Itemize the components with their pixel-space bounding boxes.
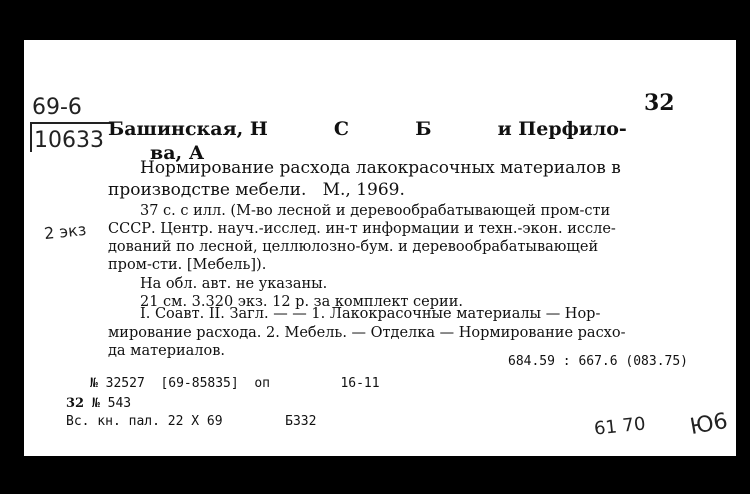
handwritten-shelf-mark-bottom: 10633 xyxy=(34,128,104,153)
description-line-2: СССР. Центр. науч.-исслед. ин-т информации и техн.-экон. иссле- xyxy=(108,221,616,237)
description-line-4: пром-сти. [Мебель]). xyxy=(108,257,267,273)
subject-line-1: I. Соавт. II. Загл. — — 1. Лакокрасочные материалы — Нор- xyxy=(140,306,601,322)
subject-line-3: да материалов. xyxy=(108,343,226,359)
title-line-2: производстве мебели. М., 1969. xyxy=(108,180,405,200)
bottom-scan-border xyxy=(0,456,750,494)
shelf-mark-underline xyxy=(30,122,112,124)
record-line-3: Вс. кн. пал. 22 X 69 Б332 xyxy=(66,414,317,429)
subject-line-2: мирование расхода. 2. Мебель. — Отделка — Нормирование расхо- xyxy=(108,325,626,341)
note-authors: На обл. авт. не указаны. xyxy=(140,276,328,292)
handwritten-copies-note: 2 экз xyxy=(43,219,88,244)
classification-number: 684.59 : 667.6 (083.75) xyxy=(508,354,689,369)
record-line-1: № 32527 [69-85835] оп 16-11 xyxy=(90,376,380,391)
shelf-mark-bracket xyxy=(30,122,32,152)
author-line-1: Башинская, Н С Б и Перфило- xyxy=(108,118,627,140)
top-scan-border xyxy=(0,0,750,42)
author-line-2: ва, А xyxy=(150,142,205,164)
note-physical: 21 см. 3.320 экз. 12 р. за комплект серии. xyxy=(140,294,463,310)
card-number: 32 xyxy=(644,90,675,116)
description-line-1: 37 с. с илл. (М-во лесной и деревообрабатывающей пром-сти xyxy=(140,203,611,219)
record-line-2: № 543 xyxy=(92,396,132,411)
record-line-2-prefix: 32 xyxy=(66,396,85,411)
handwritten-note-2: Ю6 xyxy=(688,408,730,441)
description-line-3: дований по лесной, целлюлозно-бум. и деревообрабатывающей xyxy=(108,239,599,255)
handwritten-note-1: 61 70 xyxy=(593,413,647,440)
handwritten-shelf-mark-top: 69-6 xyxy=(32,95,82,120)
title-line-1: Нормирование расхода лакокрасочных материалов в xyxy=(140,158,621,178)
right-scan-border xyxy=(736,0,750,494)
